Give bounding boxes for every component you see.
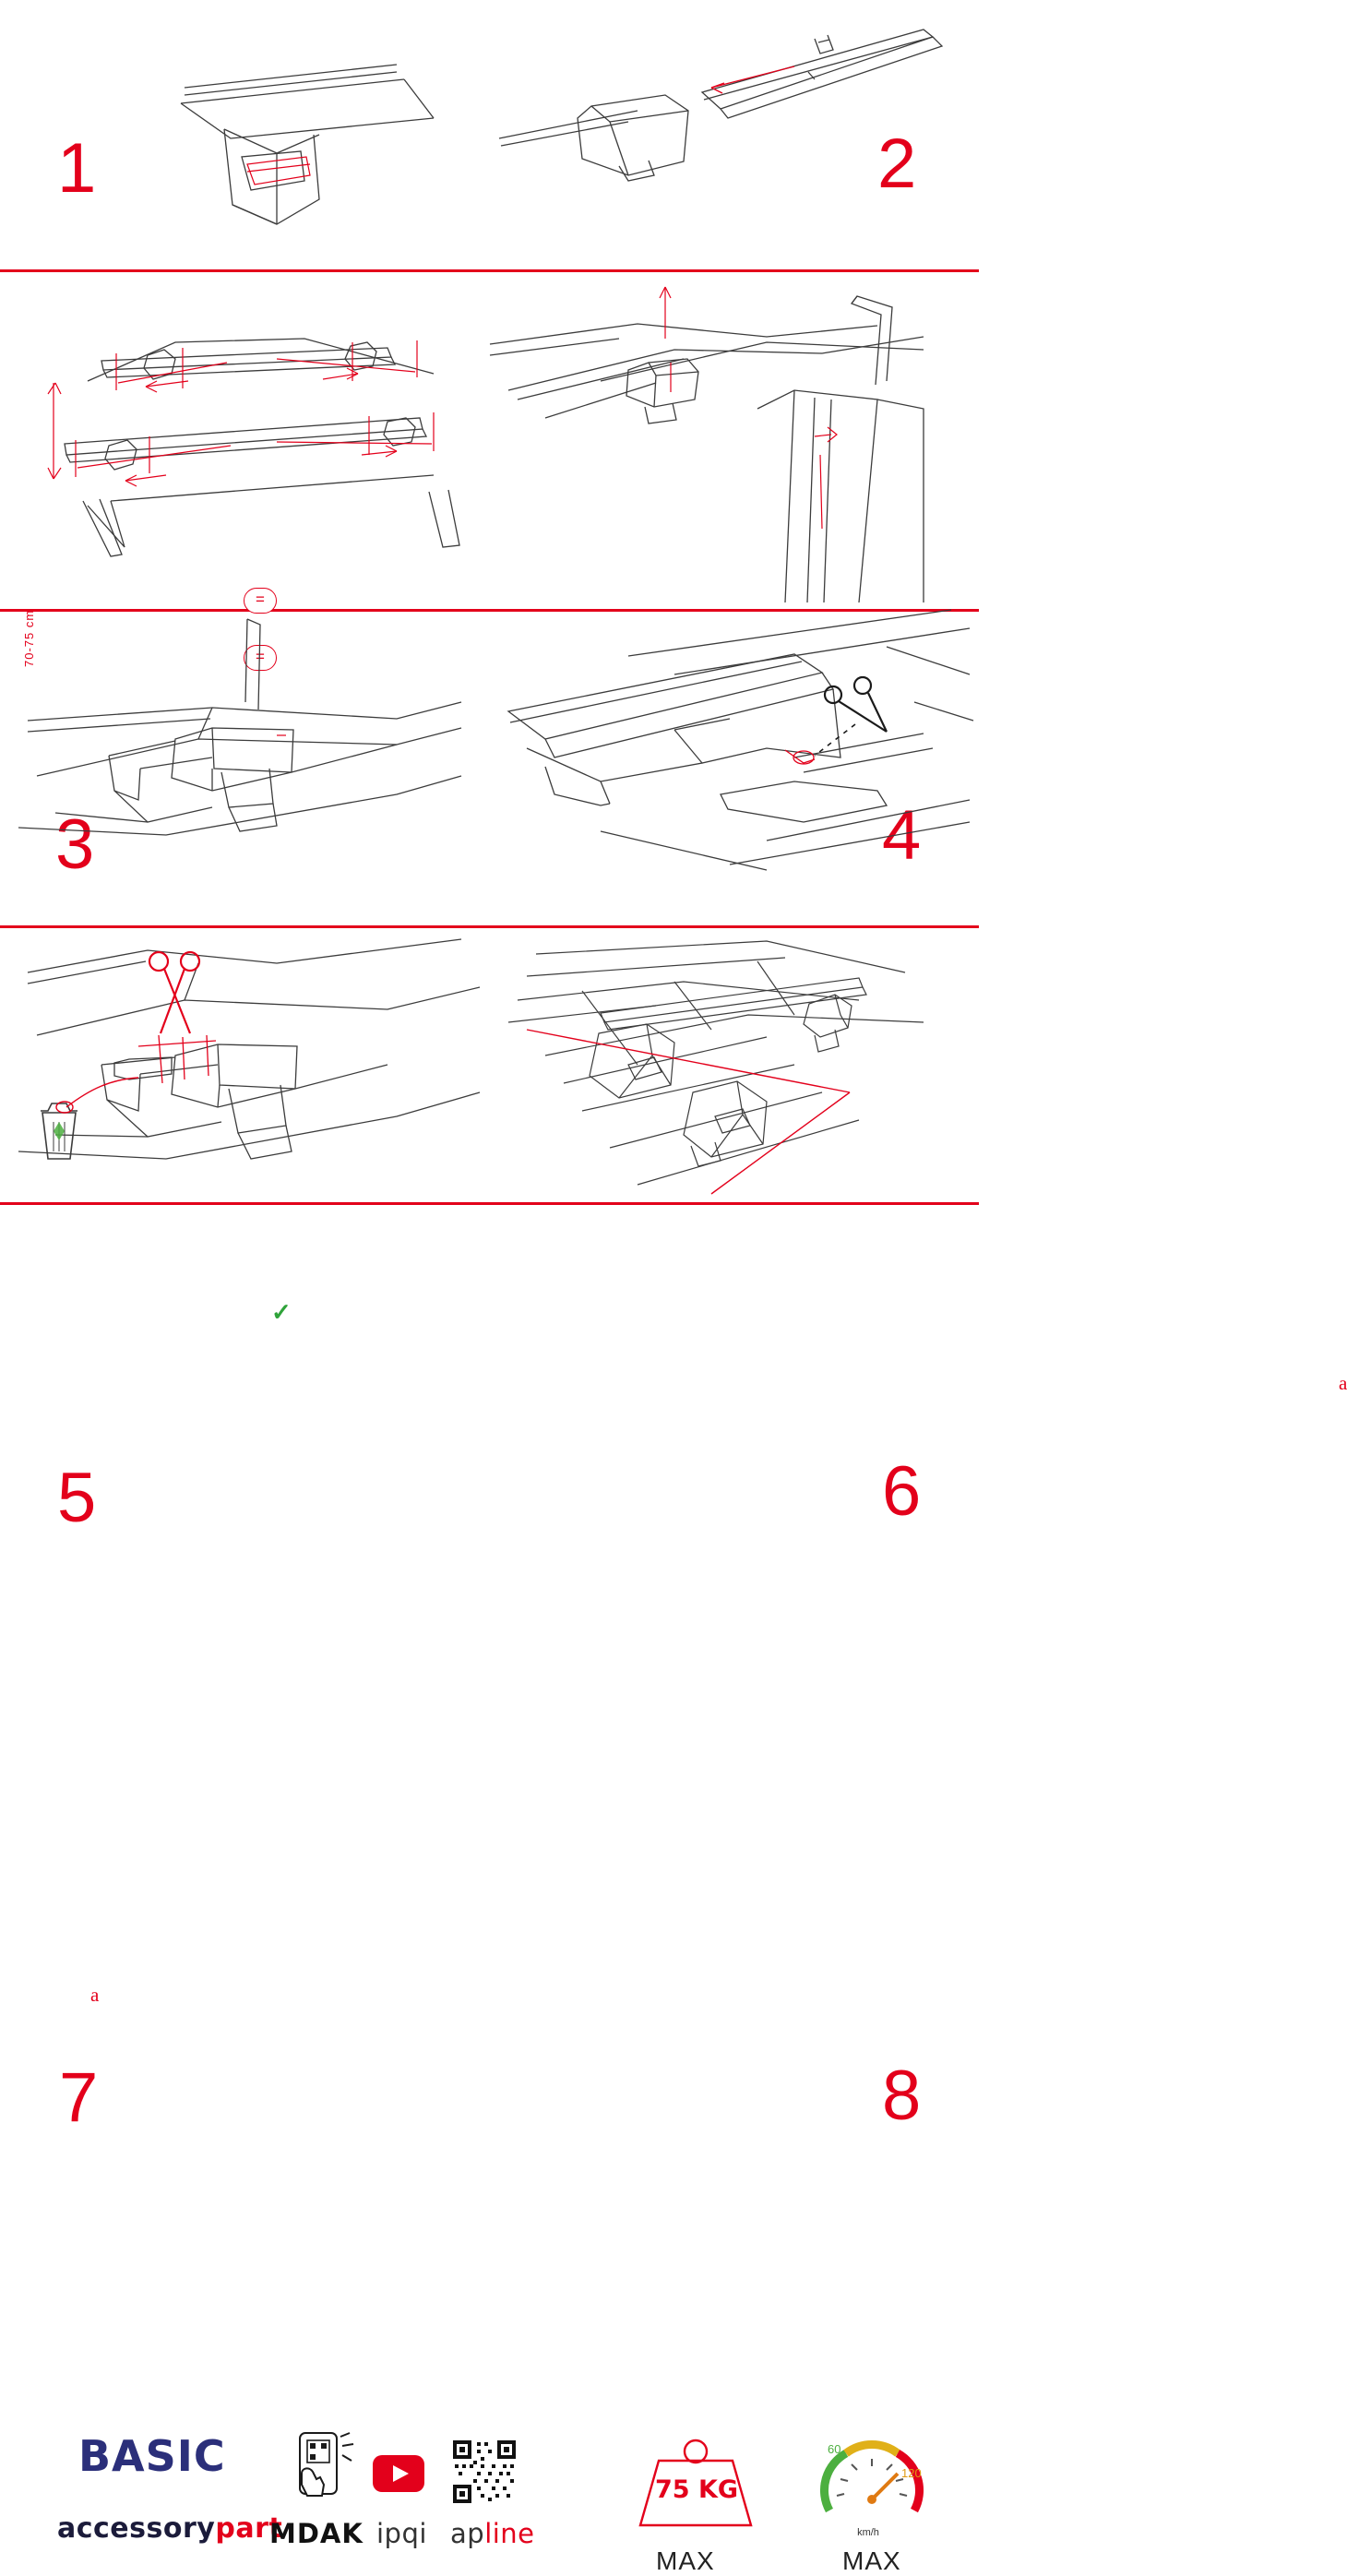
mdak-label: MDAK (269, 2518, 364, 2549)
step-5-illustration (0, 610, 489, 925)
max-speed-label: MAX (842, 2546, 901, 2575)
speed-tick-min: 60 (828, 2442, 841, 2456)
panel-step-7 (0, 926, 489, 2137)
step-4-number: 4 (882, 796, 921, 875)
brand-part-1: accessory (57, 2512, 216, 2545)
apline-prefix: ap (450, 2518, 485, 2549)
panel-step-6 (490, 610, 1347, 1531)
equal-mark-bottom: = (244, 645, 277, 671)
qr-code-icon (451, 2439, 518, 2505)
step-6-number: 6 (882, 1452, 921, 1531)
max-load-label: MAX (656, 2546, 715, 2575)
step-8-illustration (490, 926, 979, 1202)
step-4-illustration (490, 270, 979, 609)
ipqi-label: ipqi (376, 2518, 427, 2549)
panel-step-1 (0, 0, 489, 269)
footer (0, 1204, 979, 2575)
max-load-value: 75 KG (654, 2475, 739, 2504)
brand-part-2: part (215, 2512, 283, 2545)
step-5-ok-check: ✓ (271, 1298, 292, 1326)
brand-basic-label: BASIC (78, 2431, 226, 2481)
step-3-illustration (0, 270, 489, 609)
panel-step-4 (490, 270, 979, 875)
speed-unit-label: km/h (857, 2527, 879, 2538)
speed-tick-max: 120 (901, 2466, 922, 2480)
step-8-number: 8 (882, 2057, 921, 2135)
phone-qr-scan-icon (289, 2431, 361, 2510)
step-6-illustration (490, 610, 979, 925)
step-7-number: 7 (59, 2058, 98, 2137)
step-6-cut-label: a (1339, 1372, 1347, 1394)
panel-step-8 (490, 926, 979, 2135)
panel-step-3 (0, 270, 489, 884)
panel-step-2 (490, 0, 979, 269)
scissors-icon (825, 677, 887, 732)
step-3-number: 3 (55, 805, 94, 884)
spacing-dimension-label: 70-75 cm (22, 609, 36, 667)
step-7-illustration (0, 926, 489, 1202)
brand-accessorypart-label (57, 2512, 282, 2545)
scissors-icon-7 (149, 952, 199, 1033)
equal-mark-top: = (244, 588, 277, 614)
step-1-number: 1 (57, 129, 96, 208)
step-2-number: 2 (877, 125, 916, 203)
apline-label (450, 2518, 535, 2549)
panel-step-5 (0, 610, 489, 1537)
step-7-cut-label: a (90, 1984, 100, 2006)
step-5-number: 5 (57, 1459, 96, 1537)
apline-accent: line (484, 2518, 535, 2549)
youtube-icon[interactable] (373, 2455, 424, 2492)
